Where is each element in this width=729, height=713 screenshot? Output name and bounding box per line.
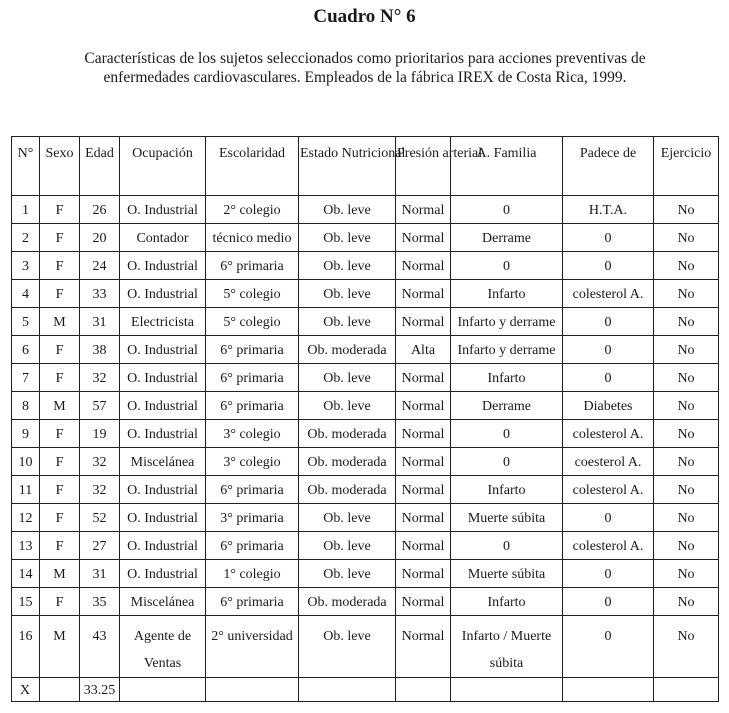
cell-edad: 31 [80, 560, 120, 588]
cell-escolaridad: 5° colegio [206, 308, 299, 336]
cell-presion-arterial: Normal [396, 196, 451, 224]
cell-estado-nutricional: Ob. leve [299, 616, 396, 678]
cell-padece-de: 0 [563, 504, 654, 532]
cell-ocupacion: O. Industrial [120, 532, 206, 560]
cell-ocupacion: O. Industrial [120, 280, 206, 308]
cell-edad: 32 [80, 476, 120, 504]
cell-a-familia: 0 [451, 420, 563, 448]
cell-escolaridad: 6° primaria [206, 476, 299, 504]
table-row [12, 588, 719, 616]
cell-sexo: F [40, 224, 80, 252]
cell-padece-de: colesterol A. [563, 420, 654, 448]
cell-ocupacion: Contador [120, 224, 206, 252]
cell-estado-nutricional: Ob. leve [299, 308, 396, 336]
cell-escolaridad: 6° primaria [206, 588, 299, 616]
cell-a-familia: Infarto [451, 364, 563, 392]
cell-presion-arterial: Normal [396, 364, 451, 392]
mean-cell [563, 678, 654, 702]
cell-escolaridad: 6° primaria [206, 532, 299, 560]
cell-a-familia: Derrame [451, 392, 563, 420]
table-row [12, 532, 719, 560]
cell-estado-nutricional: Ob. moderada [299, 336, 396, 364]
cell-no: 16 [12, 616, 40, 678]
cell-escolaridad: técnico medio [206, 224, 299, 252]
table-row [12, 280, 719, 308]
cell-edad: 31 [80, 308, 120, 336]
cell-padece-de: coesterol A. [563, 448, 654, 476]
cell-ejercicio: No [654, 588, 719, 616]
cell-edad: 24 [80, 252, 120, 280]
cell-a-familia: 0 [451, 532, 563, 560]
cell-ocupacion: O. Industrial [120, 504, 206, 532]
cell-padece-de: 0 [563, 224, 654, 252]
cell-no: 11 [12, 476, 40, 504]
cell-edad: 32 [80, 448, 120, 476]
cell-edad: 26 [80, 196, 120, 224]
cell-no: 3 [12, 252, 40, 280]
table-row [12, 476, 719, 504]
cell-ocupacion: O. Industrial [120, 364, 206, 392]
cell-escolaridad: 1° colegio [206, 560, 299, 588]
cell-ocupacion: Agente de Ventas [120, 616, 206, 678]
cell-ocupacion: O. Industrial [120, 196, 206, 224]
cell-ocupacion: O. Industrial [120, 420, 206, 448]
cell-edad: 35 [80, 588, 120, 616]
header-ejercicio: Ejercicio [654, 137, 719, 196]
cell-presion-arterial: Normal [396, 280, 451, 308]
mean-cell [396, 678, 451, 702]
cell-edad: 57 [80, 392, 120, 420]
cell-ejercicio: No [654, 224, 719, 252]
cell-a-familia: Infarto / Muerte súbita [451, 616, 563, 678]
cell-a-familia: Derrame [451, 224, 563, 252]
cell-presion-arterial: Normal [396, 616, 451, 678]
cell-padece-de: 0 [563, 336, 654, 364]
cell-edad: 52 [80, 504, 120, 532]
cell-ejercicio: No [654, 308, 719, 336]
cell-ocupacion: Electricista [120, 308, 206, 336]
cell-padece-de: colesterol A. [563, 532, 654, 560]
cell-a-familia: 0 [451, 252, 563, 280]
cell-presion-arterial: Normal [396, 476, 451, 504]
cell-sexo: M [40, 308, 80, 336]
cell-estado-nutricional: Ob. moderada [299, 448, 396, 476]
cell-presion-arterial: Normal [396, 224, 451, 252]
cell-no: 7 [12, 364, 40, 392]
cell-escolaridad: 6° primaria [206, 364, 299, 392]
cell-sexo: F [40, 448, 80, 476]
cell-escolaridad: 3° primaria [206, 504, 299, 532]
table-row [12, 392, 719, 420]
cell-no: 8 [12, 392, 40, 420]
header-a-familia: A. Familia [451, 137, 563, 196]
header-no: N° [12, 137, 40, 196]
cell-ocupacion: O. Industrial [120, 392, 206, 420]
cell-estado-nutricional: Ob. leve [299, 504, 396, 532]
caption-line-2: enfermedades cardiovasculares. Empleados de la fábrica IREX de Costa Rica, 1999. [103, 69, 627, 86]
cell-a-familia: 0 [451, 448, 563, 476]
cell-sexo: F [40, 588, 80, 616]
cell-sexo: F [40, 196, 80, 224]
characteristics-table [11, 136, 719, 702]
cell-estado-nutricional: Ob. leve [299, 560, 396, 588]
cell-ejercicio: No [654, 392, 719, 420]
mean-row [12, 678, 719, 702]
cell-presion-arterial: Normal [396, 504, 451, 532]
cell-escolaridad: 3° colegio [206, 448, 299, 476]
cell-presion-arterial: Normal [396, 532, 451, 560]
cell-escolaridad: 2° universidad [206, 616, 299, 678]
cell-no: 5 [12, 308, 40, 336]
cell-presion-arterial: Normal [396, 420, 451, 448]
cell-ocupacion: O. Industrial [120, 476, 206, 504]
table-row [12, 252, 719, 280]
table-caption [40, 49, 690, 87]
caption-line-1: Características de los sujetos seleccionados como prioritarios para acciones preventivas de [84, 50, 646, 67]
cell-ocupacion: O. Industrial [120, 336, 206, 364]
mean-label: X [12, 678, 40, 702]
table-row [12, 308, 719, 336]
cell-ocupacion: O. Industrial [120, 560, 206, 588]
cell-edad: 33 [80, 280, 120, 308]
cell-sexo: F [40, 476, 80, 504]
table-row [12, 504, 719, 532]
header-row [12, 137, 719, 196]
mean-cell [206, 678, 299, 702]
cell-a-familia: Infarto [451, 280, 563, 308]
cell-estado-nutricional: Ob. leve [299, 392, 396, 420]
cell-presion-arterial: Normal [396, 252, 451, 280]
cell-sexo: F [40, 252, 80, 280]
mean-cell [40, 678, 80, 702]
table-row [12, 336, 719, 364]
cell-sexo: F [40, 504, 80, 532]
cell-no: 15 [12, 588, 40, 616]
header-escolaridad: Escolaridad [206, 137, 299, 196]
table-header [12, 137, 719, 196]
cell-no: 14 [12, 560, 40, 588]
table-row [12, 448, 719, 476]
cell-ejercicio: No [654, 364, 719, 392]
mean-edad: 33.25 [80, 678, 120, 702]
cell-padece-de: 0 [563, 252, 654, 280]
cell-padece-de: colesterol A. [563, 280, 654, 308]
cell-sexo: F [40, 336, 80, 364]
cell-padece-de: Diabetes [563, 392, 654, 420]
cell-no: 10 [12, 448, 40, 476]
cell-sexo: M [40, 392, 80, 420]
cell-presion-arterial: Normal [396, 392, 451, 420]
cell-estado-nutricional: Ob. moderada [299, 420, 396, 448]
cell-edad: 27 [80, 532, 120, 560]
mean-cell [299, 678, 396, 702]
cell-a-familia: Muerte súbita [451, 504, 563, 532]
cell-sexo: F [40, 420, 80, 448]
mean-cell [451, 678, 563, 702]
header-presion-arterial: Presión arterial [396, 137, 451, 196]
cell-ejercicio: No [654, 196, 719, 224]
cell-edad: 32 [80, 364, 120, 392]
cell-sexo: F [40, 532, 80, 560]
cell-estado-nutricional: Ob. leve [299, 196, 396, 224]
cell-a-familia: Infarto y derrame [451, 308, 563, 336]
cell-escolaridad: 5° colegio [206, 280, 299, 308]
cell-a-familia: Infarto [451, 476, 563, 504]
cell-estado-nutricional: Ob. moderada [299, 588, 396, 616]
cell-escolaridad: 2° colegio [206, 196, 299, 224]
mean-cell [120, 678, 206, 702]
table-row [12, 560, 719, 588]
cell-padece-de: 0 [563, 588, 654, 616]
cell-presion-arterial: Normal [396, 448, 451, 476]
mean-cell [654, 678, 719, 702]
cell-a-familia: Infarto [451, 588, 563, 616]
cell-no: 4 [12, 280, 40, 308]
cell-estado-nutricional: Ob. moderada [299, 476, 396, 504]
cell-sexo: F [40, 364, 80, 392]
cell-ocupacion: Miscelánea [120, 448, 206, 476]
cell-padece-de: H.T.A. [563, 196, 654, 224]
cell-escolaridad: 6° primaria [206, 336, 299, 364]
cell-ejercicio: No [654, 532, 719, 560]
cell-estado-nutricional: Ob. leve [299, 224, 396, 252]
cell-presion-arterial: Alta [396, 336, 451, 364]
header-estado-nutricional: Estado Nutricional [299, 137, 396, 196]
cell-no: 9 [12, 420, 40, 448]
cell-edad: 38 [80, 336, 120, 364]
cell-padece-de: 0 [563, 560, 654, 588]
cell-ejercicio: No [654, 252, 719, 280]
cell-presion-arterial: Normal [396, 308, 451, 336]
cell-sexo: M [40, 560, 80, 588]
table-body [12, 196, 719, 702]
cell-escolaridad: 6° primaria [206, 252, 299, 280]
header-ocupacion: Ocupación [120, 137, 206, 196]
cell-ejercicio: No [654, 476, 719, 504]
table-row [12, 196, 719, 224]
cell-no: 6 [12, 336, 40, 364]
cell-presion-arterial: Normal [396, 588, 451, 616]
table-row [12, 224, 719, 252]
cell-escolaridad: 6° primaria [206, 392, 299, 420]
cell-no: 2 [12, 224, 40, 252]
table-row [12, 420, 719, 448]
cell-padece-de: colesterol A. [563, 476, 654, 504]
cell-edad: 43 [80, 616, 120, 678]
cell-padece-de: 0 [563, 616, 654, 678]
cell-ejercicio: No [654, 560, 719, 588]
cell-a-familia: 0 [451, 196, 563, 224]
cell-estado-nutricional: Ob. leve [299, 364, 396, 392]
cell-ejercicio: No [654, 420, 719, 448]
cell-edad: 20 [80, 224, 120, 252]
header-sexo: Sexo [40, 137, 80, 196]
cell-sexo: F [40, 280, 80, 308]
table-title: Cuadro N° 6 [313, 6, 416, 27]
cell-ocupacion: Miscelánea [120, 588, 206, 616]
cell-padece-de: 0 [563, 308, 654, 336]
cell-a-familia: Muerte súbita [451, 560, 563, 588]
cell-estado-nutricional: Ob. leve [299, 532, 396, 560]
cell-ocupacion: O. Industrial [120, 252, 206, 280]
cell-ejercicio: No [654, 280, 719, 308]
header-padece-de: Padece de [563, 137, 654, 196]
cell-padece-de: 0 [563, 364, 654, 392]
cell-estado-nutricional: Ob. leve [299, 252, 396, 280]
cell-no: 1 [12, 196, 40, 224]
cell-no: 13 [12, 532, 40, 560]
cell-a-familia: Infarto y derrame [451, 336, 563, 364]
cell-ejercicio: No [654, 336, 719, 364]
cell-ejercicio: No [654, 504, 719, 532]
cell-sexo: M [40, 616, 80, 678]
table-row [12, 616, 719, 678]
cell-no: 12 [12, 504, 40, 532]
cell-ejercicio: No [654, 448, 719, 476]
cell-escolaridad: 3° colegio [206, 420, 299, 448]
cell-ejercicio: No [654, 616, 719, 678]
header-edad: Edad [80, 137, 120, 196]
cell-presion-arterial: Normal [396, 560, 451, 588]
cell-edad: 19 [80, 420, 120, 448]
table-row [12, 364, 719, 392]
cell-estado-nutricional: Ob. leve [299, 280, 396, 308]
